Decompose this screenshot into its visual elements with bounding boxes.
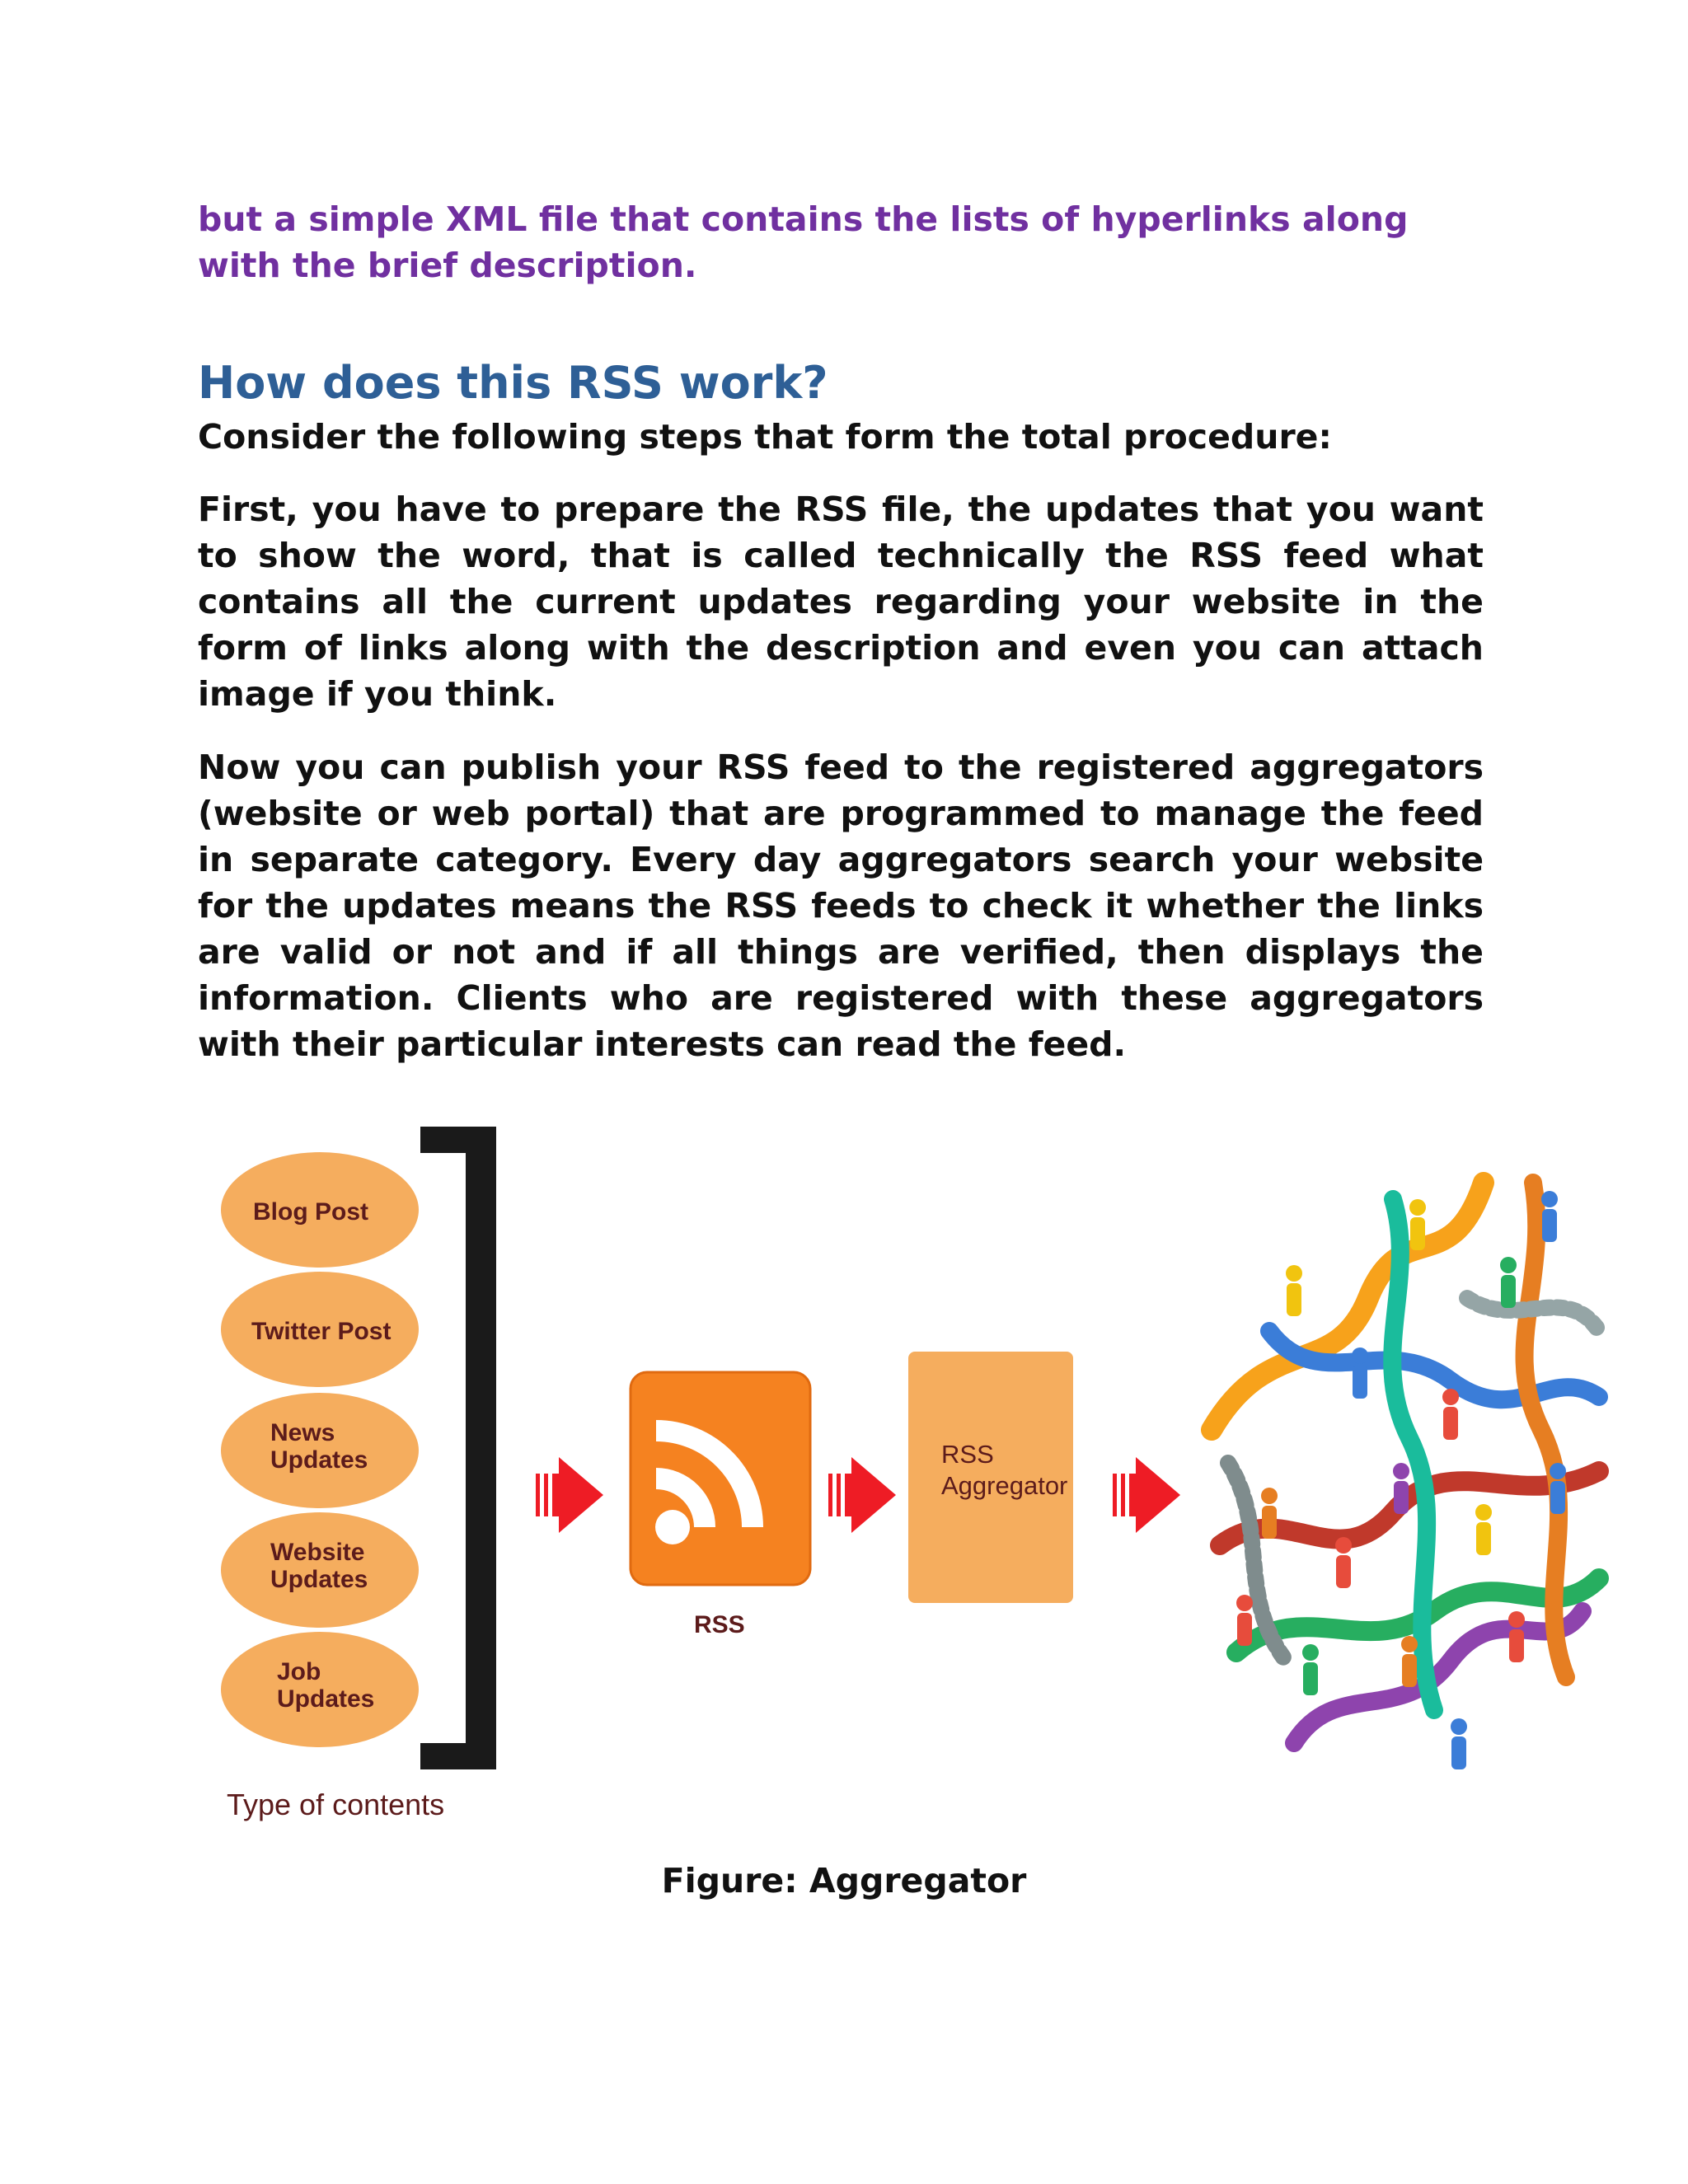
content-type-news-updates xyxy=(221,1393,419,1508)
content-type-label: Updates xyxy=(270,1566,368,1593)
content-type-label: Job xyxy=(277,1658,321,1685)
aggregator-box xyxy=(908,1352,1073,1603)
content-type-label: Updates xyxy=(270,1446,368,1474)
paragraph-2: Now you can publish your RSS feed to the registered aggregators (website or web portal) that are programmed to manage the feed in separate category. Every day aggregators search your website for the updates means the RSS feeds to check it whether the links are valid or not and if all things are verified, then displays the information. Clients who are registered with these aggregators with their particular interests can read the feed. xyxy=(198,748,1484,1064)
content-type-job-updates xyxy=(221,1632,419,1747)
paragraph-1: First, you have to prepare the RSS file, the updates that you want to show the word, that is called technically the RSS feed what contains all the current updates regarding your website in the form of links along with the description and even you can attach image if you think. xyxy=(198,490,1484,714)
rss-label: RSS xyxy=(694,1611,745,1638)
content-type-label: Blog Post xyxy=(253,1198,368,1226)
lead-text: Consider the following steps that form the total procedure: xyxy=(198,417,1332,457)
content-type-label: News xyxy=(270,1419,335,1446)
aggregator-figure xyxy=(198,1084,1624,1842)
aggregator-label: Aggregator xyxy=(941,1471,1068,1500)
arrow-icon xyxy=(828,1457,896,1533)
content-type-blog-post xyxy=(221,1152,419,1268)
content-type-label: Website xyxy=(270,1539,365,1566)
content-type-label: Twitter Post xyxy=(251,1318,392,1345)
bracket-shape xyxy=(420,1127,496,1769)
arrow-icon xyxy=(1113,1457,1180,1533)
content-type-website-updates xyxy=(221,1512,419,1628)
aggregator-label: RSS xyxy=(941,1440,994,1469)
content-types-caption: Type of contents xyxy=(227,1788,445,1821)
figure-caption: Figure: Aggregator xyxy=(661,1861,1027,1900)
arrow-icon xyxy=(536,1457,603,1533)
content-type-list xyxy=(221,1152,419,1747)
section-heading: How does this RSS work? xyxy=(198,357,828,409)
content-type-twitter-post xyxy=(221,1272,419,1387)
content-type-label: Updates xyxy=(277,1685,375,1713)
intro-text: but a simple XML file that contains the lists of hyperlinks along with the brief description. xyxy=(198,199,1409,285)
rss-icon xyxy=(631,1372,810,1585)
